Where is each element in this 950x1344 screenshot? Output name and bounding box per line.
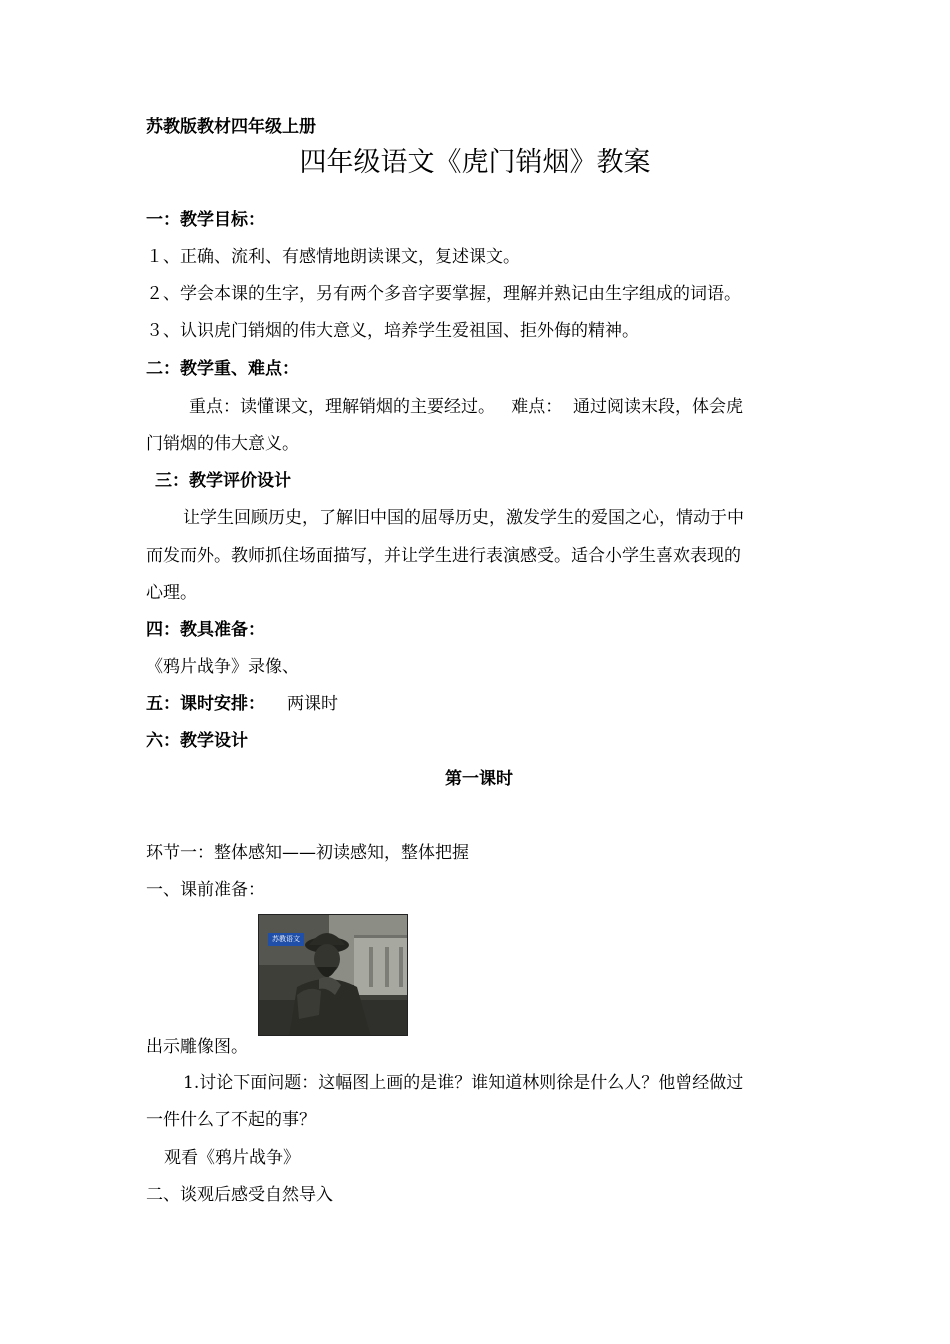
materials-text: 《鸦片战争》录像、 (146, 657, 299, 677)
discussion-line-2: 一件什么了不起的事？ (146, 1110, 316, 1130)
evaluation-line-1: 让学生回顾历史，了解旧中国的屈辱历史，激发学生的爱国之心，情动于中 (183, 508, 744, 528)
schedule-line (146, 693, 338, 715)
section5-heading: 五：课时安排： (146, 694, 265, 714)
document-title: 四年级语文《虎门销烟》教案 (299, 147, 651, 178)
prep-heading: 一、课前准备： (146, 880, 265, 900)
step1-heading: 环节一：整体感知——初读感知，整体把握 (146, 843, 469, 863)
key-points-line-1: 重点：读懂课文，理解销烟的主要经过。 难点： 通过阅读末段，体会虎 (189, 397, 744, 417)
section2-heading: 二：教学重、难点： (146, 359, 299, 379)
key-points-line-2: 门销烟的伟大意义。 (146, 434, 299, 454)
objective-item-1: １、正确、流利、有感情地朗读课文，复述课文。 (146, 247, 520, 267)
photo-caption: 出示雕像图。 (146, 1037, 248, 1057)
schedule-text: 两课时 (287, 694, 338, 714)
textbook-label: 苏教版教材四年级上册 (146, 117, 316, 137)
lesson1-heading: 第一课时 (445, 769, 513, 789)
section4-heading: 四：教具准备： (146, 620, 265, 640)
evaluation-line-3: 心理。 (146, 583, 197, 603)
objective-item-3: ３、认识虎门销烟的伟大意义，培养学生爱祖国、拒外侮的精神。 (146, 321, 639, 341)
section1-heading: 一：教学目标： (146, 210, 265, 230)
section3-heading: 三：教学评价设计 (155, 471, 291, 491)
statue-photo (258, 914, 408, 1036)
discussion-line-1: 1.讨论下面问题：这幅图上画的是谁？谁知道林则徐是什么人？他曾经做过 (183, 1073, 744, 1093)
part2-heading: 二、谈观后感受自然导入 (146, 1185, 333, 1205)
watch-video-line: 观看《鸦片战争》 (164, 1148, 300, 1168)
section6-heading: 六：教学设计 (146, 731, 248, 751)
evaluation-line-2: 而发而外。教师抓住场面描写，并让学生进行表演感受。适合小学生喜欢表现的 (146, 546, 741, 566)
photo-badge: 苏教语文 (268, 933, 304, 946)
objective-item-2: ２、学会本课的生字，另有两个多音字要掌握，理解并熟记由生字组成的词语。 (146, 284, 741, 304)
